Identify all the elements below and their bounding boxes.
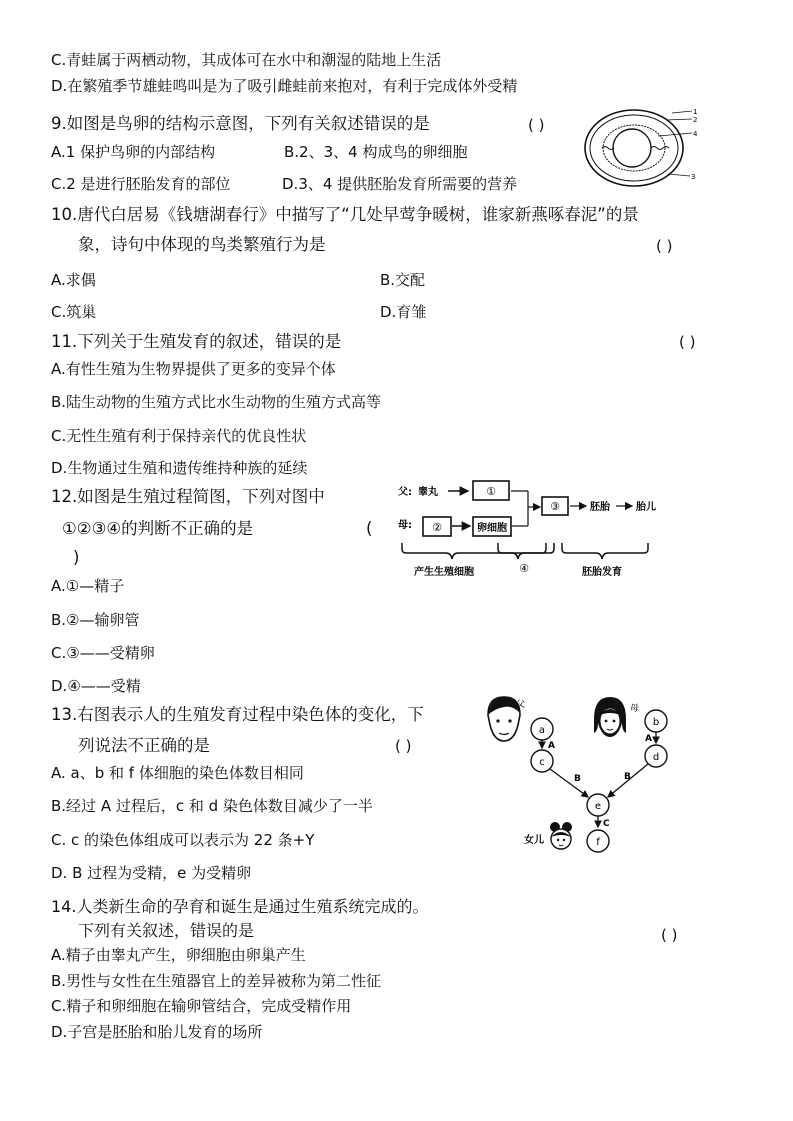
brace-gametes: [402, 543, 554, 559]
testis-label: 睾丸: [418, 487, 438, 498]
node-e: e: [594, 801, 602, 812]
question-13-stem-line2: 列说法不正确的是: [78, 736, 210, 755]
mother-face-icon: [594, 697, 626, 737]
arrow-b-left: B: [574, 774, 581, 784]
option-c-frog: C.青蛙属于两栖动物，其成体可在水中和潮湿的陆地上生活: [51, 51, 442, 69]
question-12-paren-open: (: [366, 519, 373, 538]
question-12-option-a: A.①—精子: [51, 577, 125, 595]
daughter-face-icon: [550, 822, 572, 849]
bird-egg-diagram: [582, 104, 702, 192]
chalaza-right: [651, 147, 669, 150]
father-label: 父:: [398, 487, 412, 498]
question-10-stem-line2: 象，诗句中体现的鸟类繁殖行为是: [78, 235, 326, 254]
question-9-option-d: D.3、4 提供胚胎发育所需要的营养: [282, 175, 518, 193]
question-10-option-a: A.求偶: [51, 271, 96, 289]
question-14-option-b: B.男性与女性在生殖器官上的差异被称为第二性征: [51, 972, 382, 990]
arrow-a-right: A: [645, 734, 652, 744]
question-14-stem-line2: 下列有关叙述，错误的是: [78, 921, 255, 940]
question-11-answer-paren: ( ): [679, 333, 696, 351]
question-9-stem: 9.如图是鸟卵的结构示意图，下列有关叙述错误的是: [51, 114, 430, 133]
node-f: f: [596, 837, 600, 848]
question-12-stem-line1: 12.如图是生殖过程简图，下列对图中: [51, 487, 325, 506]
question-10-option-d: D.育雏: [380, 303, 427, 321]
egg-label-1: 1: [693, 108, 698, 116]
question-14-stem-line1: 14.人类新生命的孕育和诞生是通过生殖系统完成的。: [51, 897, 429, 916]
node-d: d: [652, 752, 660, 763]
arrow-c: C: [603, 819, 610, 829]
mother-text: 母: [630, 704, 640, 714]
embryo-label: 胚胎: [590, 502, 610, 513]
question-13-option-b: B.经过 A 过程后，c 和 d 染色体数目减少了一半: [51, 797, 373, 815]
question-9-option-c: C.2 是进行胚胎发育的部位: [51, 175, 231, 193]
gametes-caption: 产生生殖细胞: [414, 567, 474, 578]
mother-label: 母:: [398, 520, 412, 531]
question-14-answer-paren: ( ): [661, 926, 678, 944]
question-13-option-a: A. a、b 和 f 体细胞的染色体数目相同: [51, 764, 304, 782]
question-10-stem-line1: 10.唐代白居易《钱塘湖春行》中描写了“几处早莺争暖树，谁家新燕啄春泥”的景: [51, 205, 639, 224]
question-10-option-c: C.筑巢: [51, 303, 97, 321]
question-12-option-c: C.③——受精卵: [51, 644, 155, 662]
node-a: a: [538, 725, 546, 736]
question-13-option-c: C. c 的染色体组成可以表示为 22 条+Y: [51, 831, 315, 849]
question-12-stem-line2: ①②③④的判断不正确的是: [62, 519, 254, 538]
box-1-label: ①: [486, 485, 496, 498]
question-13-answer-paren: ( ): [395, 737, 412, 755]
egg-cell-label: 卵细胞: [477, 523, 507, 534]
option-d-frog: D.在繁殖季节雄蛙鸣叫是为了吸引雌蛙前来抱对，有利于完成体外受精: [51, 77, 518, 95]
question-12-option-b: B.②—输卵管: [51, 611, 140, 629]
question-9-option-a: A.1 保护鸟卵的内部结构: [51, 143, 216, 161]
question-13-stem-line1: 13.右图表示人的生殖发育过程中染色体的变化，下: [51, 705, 424, 724]
chalaza-left: [602, 147, 614, 150]
egg-white-boundary: [603, 125, 665, 171]
question-9-answer-paren: ( ): [528, 116, 545, 134]
egg-label-3: 3: [691, 173, 696, 181]
node-b: b: [652, 717, 660, 728]
box-2-label: ②: [432, 521, 442, 534]
egg-label-2: 2: [693, 116, 698, 124]
reproduction-process-diagram: [390, 475, 680, 585]
question-10-answer-paren: ( ): [656, 237, 673, 255]
question-11-option-c: C.无性生殖有利于保持亲代的优良性状: [51, 427, 307, 445]
chromosome-diagram: [482, 693, 682, 863]
question-12-paren-close: ): [73, 548, 80, 567]
question-10-option-b: B.交配: [380, 271, 426, 289]
question-11-stem: 11.下列关于生殖发育的叙述，错误的是: [51, 332, 342, 351]
question-12-option-d: D.④——受精: [51, 677, 141, 695]
development-caption: 胚胎发育: [582, 567, 622, 578]
question-14-option-a: A.精子由睾丸产生，卵细胞由卵巢产生: [51, 946, 306, 964]
brace-development: [562, 543, 648, 559]
fetus-label: 胎儿: [636, 502, 656, 513]
father-text: 父: [516, 700, 526, 710]
arrow-a-left: A: [548, 741, 555, 751]
caption-4: ④: [519, 562, 529, 575]
question-14-option-c: C.精子和卵细胞在输卵管结合，完成受精作用: [51, 997, 352, 1015]
arrow-b-right: B: [624, 772, 631, 782]
question-11-option-a: A.有性生殖为生物界提供了更多的变异个体: [51, 360, 336, 378]
box-3-label: ③: [550, 500, 560, 513]
question-9-option-b: B.2、3、4 构成鸟的卵细胞: [284, 143, 468, 161]
question-14-option-d: D.子宫是胚胎和胎儿发育的场所: [51, 1023, 263, 1041]
question-13-option-d: D. B 过程为受精，e 为受精卵: [51, 864, 252, 882]
brace-4: [498, 543, 546, 559]
question-11-option-b: B.陆生动物的生殖方式比水生动物的生殖方式高等: [51, 393, 382, 411]
question-11-option-d: D.生物通过生殖和遗传维持种族的延续: [51, 459, 308, 477]
daughter-text: 女儿: [524, 835, 544, 846]
node-c: c: [539, 757, 545, 768]
egg-yolk-shape: [613, 129, 651, 167]
egg-label-4: 4: [693, 130, 698, 138]
